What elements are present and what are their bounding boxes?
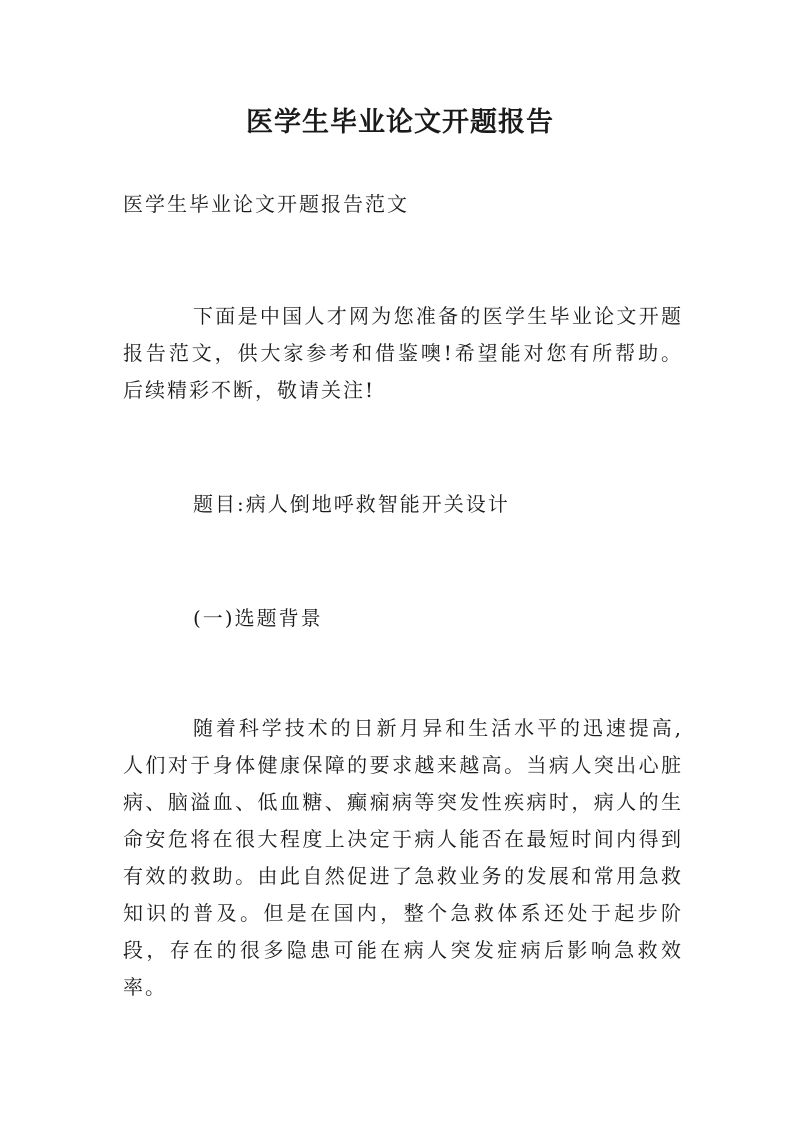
document-subtitle: 医学生毕业论文开题报告范文 bbox=[123, 192, 409, 216]
section-body-paragraph: 随着科学技术的日新月异和生活水平的迅速提高,人们对于身体健康保障的要求越来越高。当病人突出心脏病、脑溢血、低血糖、癫痫病等突发性疾病时，病人的生命安危将在很大程度上决定于病人能否在最短时间内得到有效的救助。由此自然促进了急救业务的发展和常用急救知识的普及。但是在国内，整个急救体系还处于起步阶段，存在的很多隐患可能在病人突发症病后影响急救效率。 bbox=[123, 716, 683, 999]
topic-heading: 题目:病人倒地呼救智能开关设计 bbox=[193, 492, 510, 516]
document-title: 医学生毕业论文开题报告 bbox=[246, 107, 554, 138]
intro-paragraph: 下面是中国人才网为您准备的医学生毕业论文开题报告范文，供大家参考和借鉴噢!希望能对您有所帮助。后续精彩不断，敬请关注! bbox=[123, 304, 683, 402]
section-heading: (一)选题背景 bbox=[193, 606, 323, 630]
